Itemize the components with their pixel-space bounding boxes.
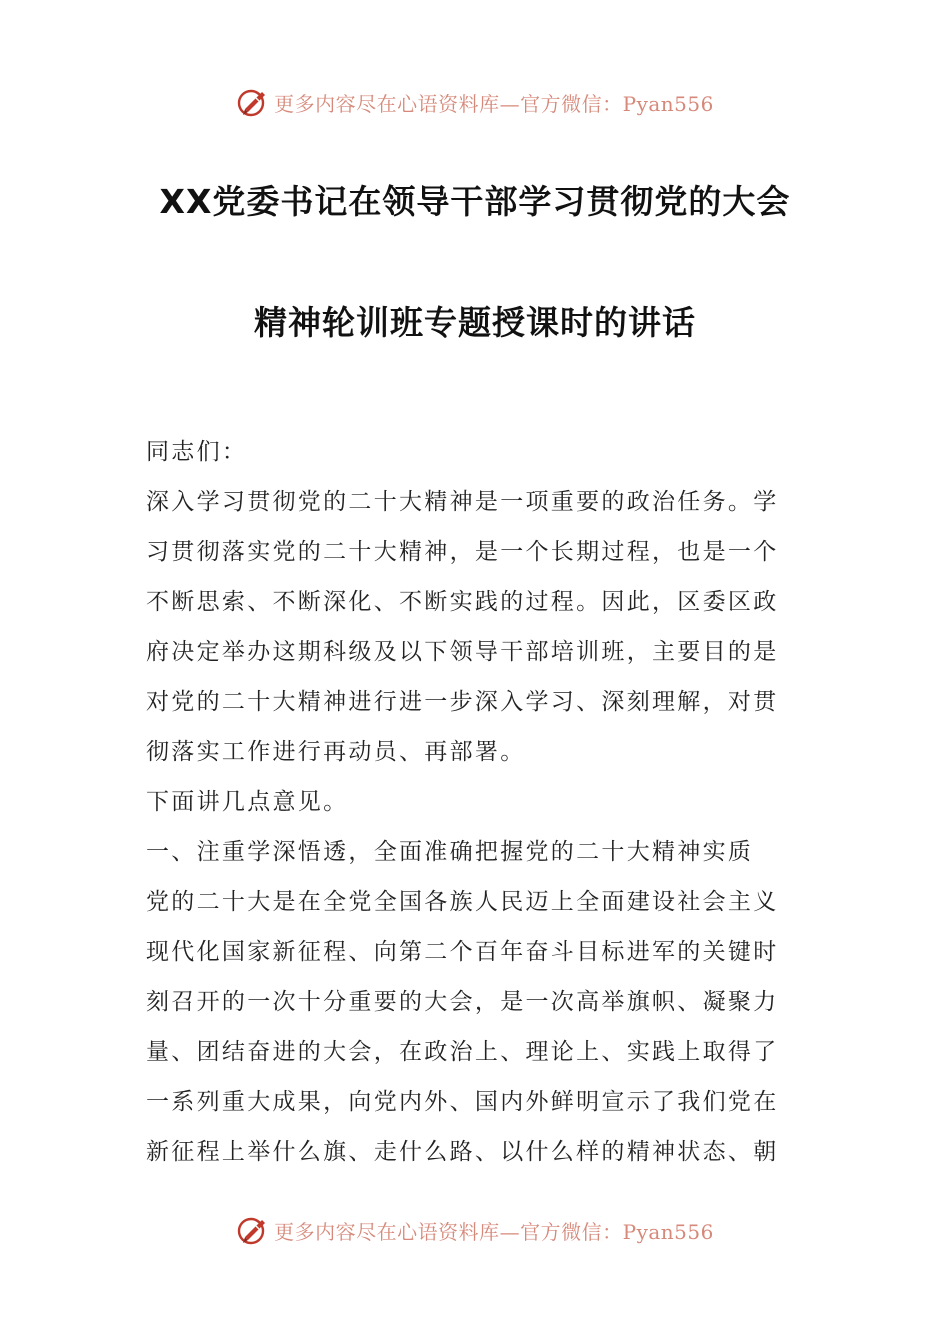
header-watermark-text: 更多内容尽在心语资料库—官方微信：Pyan556 [274,91,714,116]
body-line: 刻召开的一次十分重要的大会，是一次高举旗帜、凝聚力 [146,989,779,1015]
body-line: 同志们： [146,439,248,465]
body-line: 现代化国家新征程、向第二个百年奋斗目标进军的关键时 [146,939,779,965]
pen-logo-icon [236,85,270,119]
body-line: 下面讲几点意见。 [146,789,349,815]
document-body [146,427,806,1177]
body-line: 深入学习贯彻党的二十大精神是一项重要的政治任务。学 [146,489,779,515]
header-watermark-banner [0,82,950,122]
section-heading: 一、注重学深悟透，全面准确把握党的二十大精神实质 [146,839,754,865]
body-line: 对党的二十大精神进行进一步深入学习、深刻理解，对贯 [146,689,779,715]
document-title-line-1: XX党委书记在领导干部学习贯彻党的大会 [159,182,791,221]
body-line: 彻落实工作进行再动员、再部署。 [146,739,526,765]
body-line: 量、团结奋进的大会，在政治上、理论上、实践上取得了 [146,1039,779,1065]
footer-watermark-text: 更多内容尽在心语资料库—官方微信：Pyan556 [274,1219,714,1244]
body-line: 不断思索、不断深化、不断实践的过程。因此，区委区政 [146,589,779,615]
pen-logo-icon [236,1213,270,1247]
body-line: 府决定举办这期科级及以下领导干部培训班，主要目的是 [146,639,779,665]
body-line: 新征程上举什么旗、走什么路、以什么样的精神状态、朝 [146,1139,779,1165]
footer-watermark-banner [0,1210,950,1250]
document-title-line-2: 精神轮训班专题授课时的讲话 [254,303,696,342]
body-line: 党的二十大是在全党全国各族人民迈上全面建设社会主义 [146,889,779,915]
body-line: 习贯彻落实党的二十大精神，是一个长期过程，也是一个 [146,539,779,565]
body-line: 一系列重大成果，向党内外、国内外鲜明宣示了我们党在 [146,1089,779,1115]
